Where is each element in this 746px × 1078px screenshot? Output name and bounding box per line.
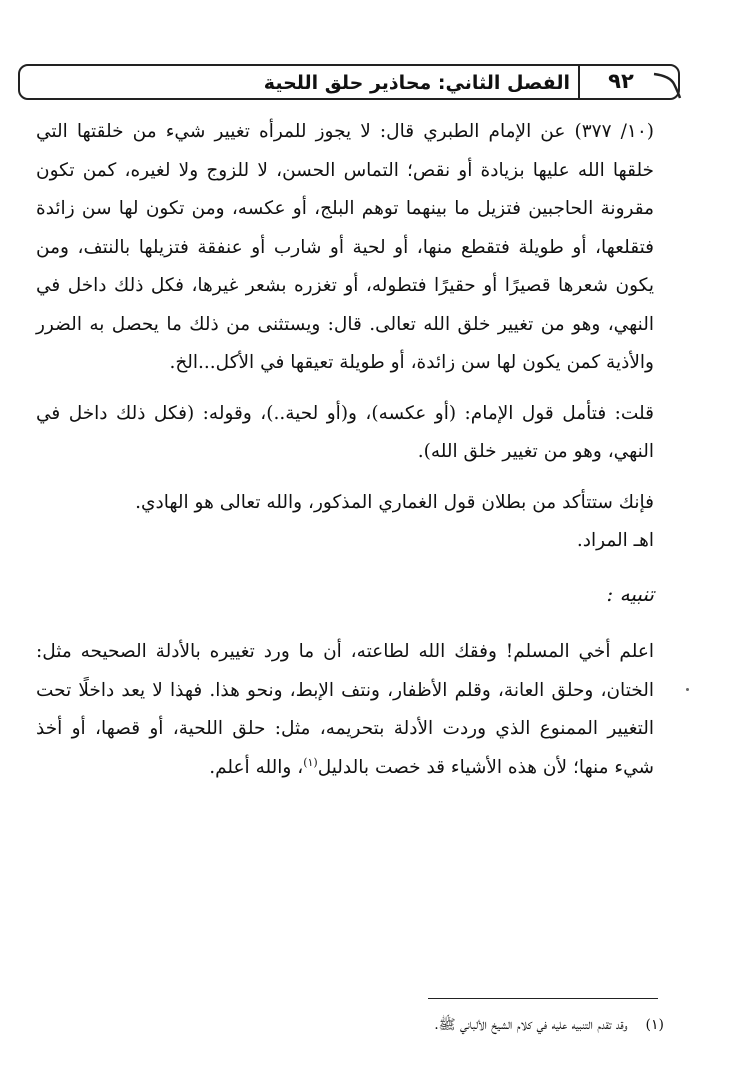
comment-paragraph: قلت: فتأمل قول الإمام: (أو عكسه)، و(أو لحية..)، وقوله: (فكل ذلك داخل في النهي، وهو من تغيير خلق الله). (36, 402, 654, 462)
body-text (36, 113, 654, 787)
notice-heading: تنبيه : (606, 581, 654, 606)
end-quote-line: اهـ المراد. (576, 530, 654, 551)
footnote-divider (428, 998, 658, 999)
corner-ornament-icon (652, 72, 682, 100)
chapter-title: الفصل الثاني: محاذير حلق اللحية (263, 72, 570, 94)
notice-paragraph (36, 633, 654, 787)
footnote-number: (١) (645, 1017, 664, 1033)
notice-text: اعلم أخي المسلم! وفقك الله لطاعته، أن ما ورد تغييره بالأدلة الصحيحه مثل: الختان، وحلق العانة، وقلم الأظفار، ونتف الإبط، ونحو هذا. فهذا لا يعد داخلًا تحت التغيير الممنوع الذي وردت الأدلة بتحريمه، مثل: حلق اللحية، أو قصها، أو أخذ شيء منها؛ لأن هذه الأشياء قد خصت بالدليل (36, 641, 654, 778)
footnote-ref[interactable]: (١) (303, 755, 318, 769)
conclusion-paragraph: فإنك ستتأكد من بطلان قول الغماري المذكور، والله تعالى هو الهادي. (135, 491, 654, 513)
quote-paragraph: (١٠/ ٣٧٧) عن الإمام الطبري قال: لا يجوز للمرأه تغيير شيء من خلقتها التي خلقها الله عليها بزيادة أو نقص؛ التماس الحسن، لا للزوج ولا لغيره، كمن تكون مقرونة الحاجبين فتزيل ما بينهما توهم البلج، أو عكسه، ومن تكون لها سن زائدة فتقلعها، أو طويلة فتقطع منها، أو لحية أو شارب أو عنفقة فتزيلها بالنتف، ومن يكون شعرها قصيرًا أو حقيرًا فتطوله، أو تغزره بشعر غيرها، فكل ذلك داخل في النهي، وهو من تغيير خلق الله تعالى. قال: ويستثنى من ذلك ما يحصل به الضرر والأذية كمن يكون لها سن زائدة، أو طويلة تعيقها في الأكل...الخ. (36, 121, 654, 373)
footnote-text: وقد تقدم التنبيه عليه في كلام الشيخ الألباني ﷺ. (434, 1017, 628, 1033)
scan-speck (686, 688, 689, 691)
header-divider (578, 64, 580, 100)
footnote (200, 1014, 664, 1036)
page-number: ٩٢ (608, 69, 634, 93)
notice-text-end: ، والله أعلم. (209, 756, 304, 778)
